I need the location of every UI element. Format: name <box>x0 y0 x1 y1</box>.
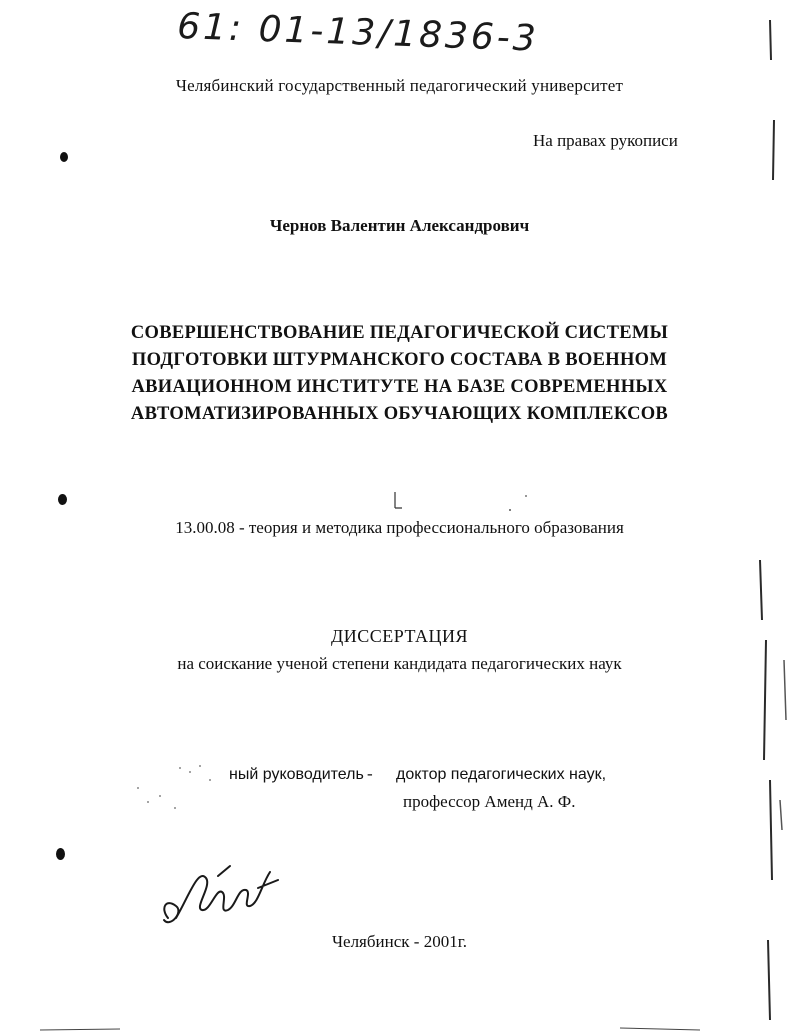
handwritten-call-number: 61: 01-13/1836-3 <box>176 6 540 60</box>
university-name: Челябинский государственный педагогический университет <box>175 76 624 95</box>
scan-speckle <box>120 758 230 818</box>
advisor-name: профессор Аменд А. Ф. <box>403 792 576 811</box>
binding-hole-mark <box>58 494 67 505</box>
advisor-dash: - <box>367 764 373 783</box>
scan-bottom-edge <box>0 1018 799 1034</box>
advisor-role: ный руководитель <box>229 766 364 783</box>
scan-speckle <box>380 488 540 518</box>
degree-statement: на соискание ученой степени кандидата педагогических наук <box>177 654 622 673</box>
binding-hole-mark <box>56 848 65 860</box>
title-line: ПОДГОТОВКИ ШТУРМАНСКОГО СОСТАВА В ВОЕННОМ <box>131 350 668 370</box>
scan-edge-line <box>740 0 799 1034</box>
city-year: Челябинск - 2001г. <box>331 932 467 951</box>
specialty-code: 13.00.08 - теория и методика профессионального образования <box>175 518 624 537</box>
author-name: Чернов Валентин Александрович <box>269 216 530 235</box>
title-line: СОВЕРШЕНСТВОВАНИЕ ПЕДАГОГИЧЕСКОЙ СИСТЕМЫ <box>130 323 669 343</box>
manuscript-rights-note: На правах рукописи <box>533 131 678 150</box>
binding-hole-mark <box>60 152 68 162</box>
title-line: АВИАЦИОННОМ ИНСТИТУТЕ НА БАЗЕ СОВРЕМЕННЫХ <box>131 377 668 397</box>
advisor-degree: доктор педагогических наук, <box>396 766 607 783</box>
title-line: АВТОМАТИЗИРОВАННЫХ ОБУЧАЮЩИХ КОМПЛЕКСОВ <box>130 404 669 424</box>
signature-scribble <box>158 858 288 938</box>
dissertation-title <box>0 320 799 428</box>
document-type: ДИССЕРТАЦИЯ <box>330 626 469 646</box>
